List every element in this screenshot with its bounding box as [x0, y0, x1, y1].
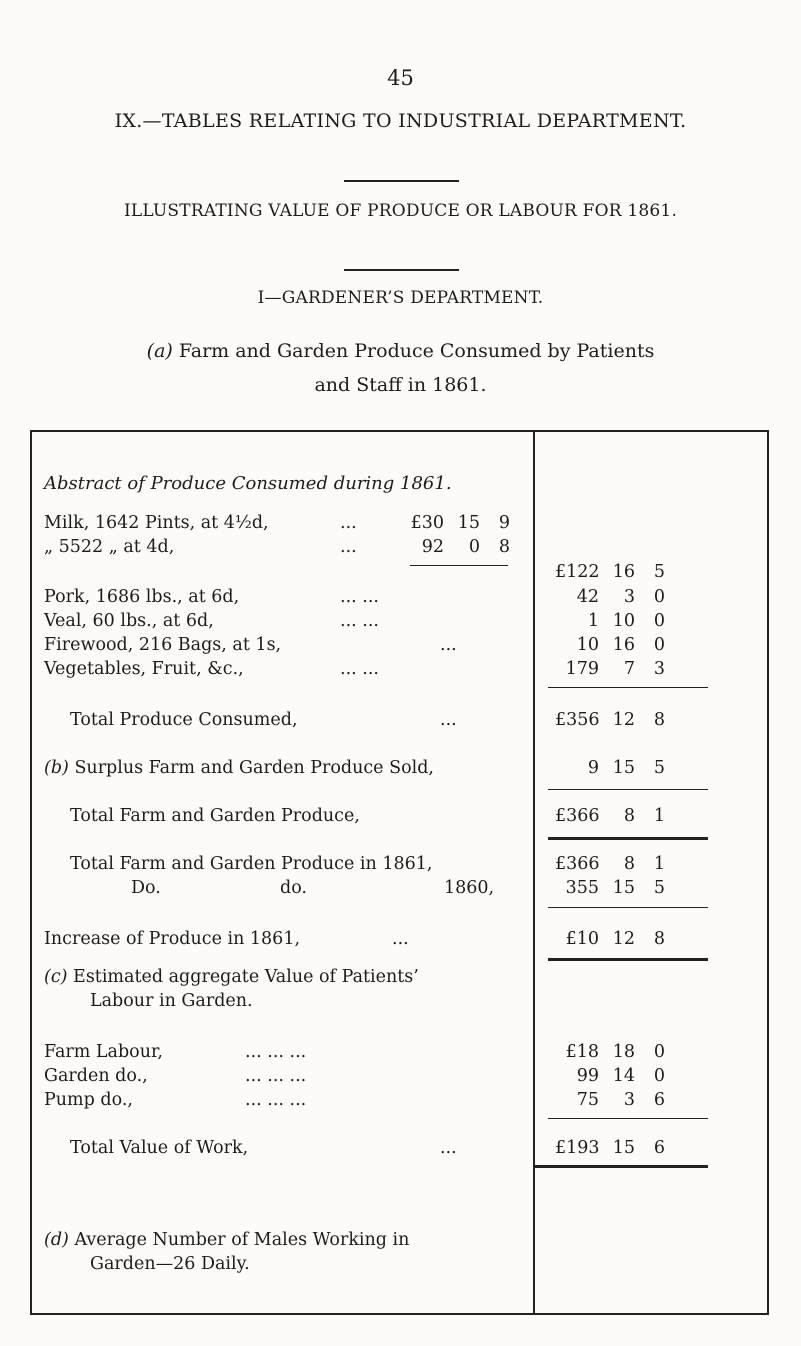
leader-dots: ... ... [340, 659, 379, 679]
produce-row-amount [555, 587, 665, 607]
amount-pence: 0 [653, 587, 665, 607]
comparison-do-label: Do. [131, 878, 161, 898]
milk-total-amount [555, 562, 665, 582]
amount-pounds: 75 [576, 1090, 599, 1110]
amount-pounds: £356 [555, 710, 600, 730]
amount-pounds: £122 [555, 562, 600, 582]
abstract-title: Abstract of Produce Consumed during 1861. [44, 473, 452, 494]
leader-dots: ... [440, 710, 457, 730]
labour-row-amount [555, 1066, 665, 1086]
amount-pence: 6 [653, 1090, 665, 1110]
leader-dots: ... ... ... [245, 1042, 307, 1062]
double-rule [548, 958, 708, 961]
amount-shillings: 16 [612, 635, 635, 655]
milk-row-amount [400, 537, 510, 557]
amount-shillings: 18 [612, 1042, 635, 1062]
produce-row-label: Vegetables, Fruit, &c., [44, 659, 244, 679]
total-consumed-label: Total Produce Consumed, [70, 710, 298, 730]
divider [344, 269, 459, 271]
section-d-text [44, 1230, 409, 1250]
milk-row-label: „ 5522 „ at 4d, [44, 537, 175, 557]
page-title: IX.—TABLES RELATING TO INDUSTRIAL DEPARTMENT. [114, 110, 687, 132]
amount-pence: 1 [653, 806, 665, 826]
total-consumed-amount [555, 710, 665, 730]
table-left-border [30, 430, 32, 1314]
amount-shillings: 3 [623, 1090, 635, 1110]
section-b-label: Surplus Farm and Garden Produce Sold, [74, 758, 434, 778]
comparison-amount [555, 878, 665, 898]
leader-dots: ... ... [340, 611, 379, 631]
double-rule [535, 1165, 708, 1168]
leader-dots: ... [392, 929, 409, 949]
amount-pounds: £18 [565, 1042, 599, 1062]
amount-shillings: 15 [612, 758, 635, 778]
table-bottom-border [30, 1313, 769, 1315]
section-a-heading [0, 340, 801, 362]
produce-row-label: Veal, 60 lbs., at 6d, [44, 611, 214, 631]
leader-dots: ... [340, 513, 357, 533]
labour-row-label: Pump do., [44, 1090, 133, 1110]
amount-pounds: £193 [555, 1138, 600, 1158]
labour-row-label: Farm Labour, [44, 1042, 163, 1062]
total-rule [548, 687, 708, 688]
produce-row-amount [555, 659, 665, 679]
amount-shillings: 10 [612, 611, 635, 631]
labour-row-amount [555, 1090, 665, 1110]
divider [344, 180, 459, 182]
amount-pounds: 179 [565, 659, 599, 679]
increase-label: Increase of Produce in 1861, [44, 929, 301, 949]
amount-shillings: 8 [623, 806, 635, 826]
subtitle: ILLUSTRATING VALUE OF PRODUCE OR LABOUR FOR 1861. [123, 201, 678, 221]
amount-pence: 0 [653, 611, 665, 631]
leader-dots: ... ... ... [245, 1090, 307, 1110]
amount-pence: 0 [653, 1042, 665, 1062]
amount-pence: 0 [653, 1066, 665, 1086]
amount-shillings: 0 [468, 537, 480, 557]
page-number: 45 [387, 66, 414, 90]
amount-pounds: 1 [587, 611, 599, 631]
amount-shillings: 12 [612, 710, 635, 730]
labour-row-amount [555, 1042, 665, 1062]
section-a-heading-line1: Farm and Garden Produce Consumed by Patients [178, 340, 655, 362]
amount-pounds: 92 [421, 537, 444, 557]
amount-shillings: 15 [612, 1138, 635, 1158]
section-c-marker: (c) [44, 967, 68, 987]
amount-pounds: £30 [410, 513, 444, 533]
produce-row-label: Pork, 1686 lbs., at 6d, [44, 587, 240, 607]
section-d-marker: (d) [44, 1230, 69, 1250]
total-work-label: Total Value of Work, [70, 1138, 249, 1158]
produce-row-amount [555, 635, 665, 655]
leader-dots: ... [340, 537, 357, 557]
section-c-heading-line2: Labour in Garden. [90, 991, 253, 1011]
table-right-border [767, 430, 769, 1314]
section-c-heading-line1: Estimated aggregate Value of Patients’ [73, 967, 419, 987]
amount-shillings: 3 [623, 587, 635, 607]
total-produce-amount [555, 806, 665, 826]
total-rule [548, 907, 708, 908]
amount-pounds: 42 [576, 587, 599, 607]
amount-pence: 5 [653, 878, 665, 898]
amount-pence: 8 [653, 710, 665, 730]
total-work-amount [555, 1138, 665, 1158]
section-a-marker: (a) [146, 340, 173, 362]
table-top-border [30, 430, 769, 432]
total-rule [548, 1118, 708, 1119]
milk-row-label: Milk, 1642 Pints, at 4½d, [44, 513, 269, 533]
section-b-row [44, 758, 434, 778]
comparison-amount [555, 854, 665, 874]
amount-pence: 8 [498, 537, 510, 557]
amount-pounds: 10 [576, 635, 599, 655]
total-produce-label: Total Farm and Garden Produce, [70, 806, 360, 826]
amount-pence: 5 [653, 562, 665, 582]
amount-pounds: £366 [555, 806, 600, 826]
amount-pounds: £366 [555, 854, 600, 874]
produce-row-amount [555, 611, 665, 631]
total-rule [548, 789, 708, 790]
amount-pounds: 9 [587, 758, 599, 778]
comparison-year: 1860, [444, 878, 495, 898]
department-heading: I—GARDENER’S DEPARTMENT. [257, 288, 544, 308]
amount-shillings: 15 [457, 513, 480, 533]
leader-dots: ... ... [340, 587, 379, 607]
section-a-heading-line2: and Staff in 1861. [314, 374, 487, 396]
comparison-do-label: do. [280, 878, 307, 898]
table-column-divider [533, 430, 535, 1314]
amount-shillings: 14 [612, 1066, 635, 1086]
amount-pence: 3 [653, 659, 665, 679]
leader-dots: ... ... ... [245, 1066, 307, 1086]
comparison-label: Total Farm and Garden Produce in 1861, [70, 854, 433, 874]
section-c-heading [44, 967, 419, 987]
amount-pence: 1 [653, 854, 665, 874]
leader-dots: ... [440, 635, 457, 655]
amount-pence: 8 [653, 929, 665, 949]
amount-shillings: 7 [623, 659, 635, 679]
section-b-amount [555, 758, 665, 778]
amount-shillings: 12 [612, 929, 635, 949]
amount-pounds: 355 [565, 878, 599, 898]
produce-row-label: Firewood, 216 Bags, at 1s, [44, 635, 282, 655]
amount-pounds: 99 [576, 1066, 599, 1086]
section-d-line2: Garden—26 Daily. [90, 1254, 250, 1274]
increase-amount [555, 929, 665, 949]
amount-shillings: 8 [623, 854, 635, 874]
amount-pounds: £10 [565, 929, 599, 949]
amount-pence: 0 [653, 635, 665, 655]
amount-shillings: 15 [612, 878, 635, 898]
amount-pence: 5 [653, 758, 665, 778]
labour-row-label: Garden do., [44, 1066, 148, 1086]
milk-row-amount [400, 513, 510, 533]
amount-pence: 6 [653, 1138, 665, 1158]
amount-pence: 9 [498, 513, 510, 533]
amount-shillings: 16 [612, 562, 635, 582]
leader-dots: ... [440, 1138, 457, 1158]
subtotal-rule [410, 565, 508, 566]
double-rule [548, 837, 708, 840]
section-d-line1: Average Number of Males Working in [74, 1230, 410, 1250]
section-b-marker: (b) [44, 758, 69, 778]
